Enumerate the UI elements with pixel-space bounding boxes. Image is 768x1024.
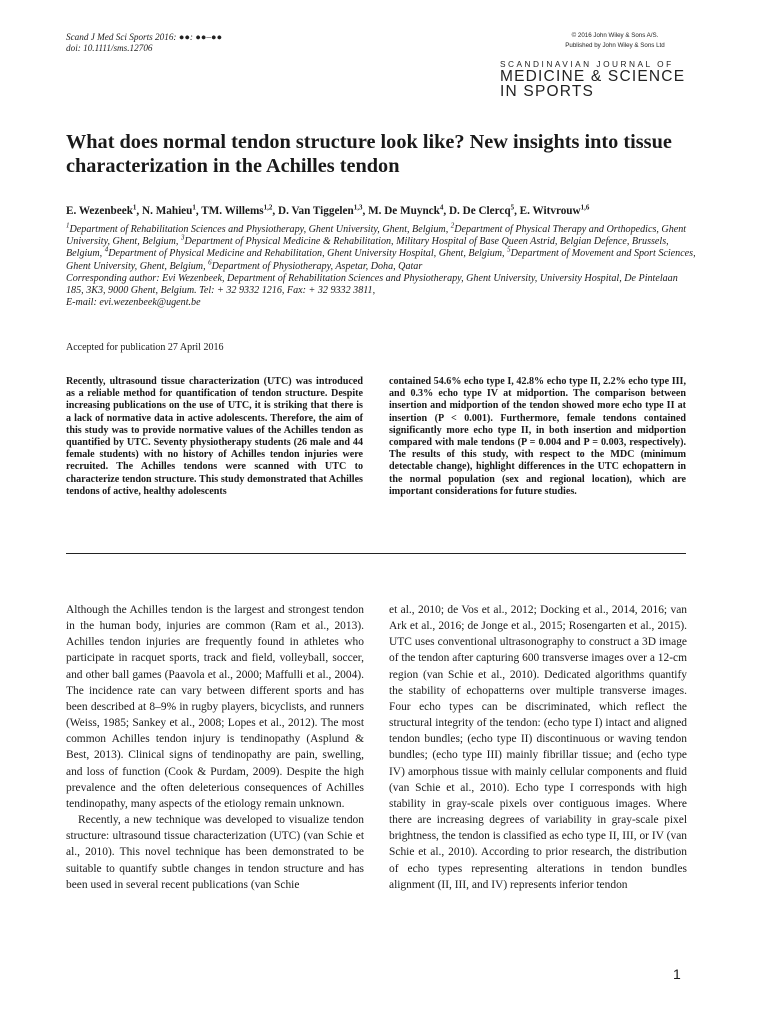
copyright-line: © 2016 John Wiley & Sons A/S. xyxy=(571,32,659,39)
abstract-left-column: Recently, ultrasound tissue characterization (UTC) was introduced as a reliable method for quantification of tendon structure. Despite increasing publications on the use of UTC, it is striking that there is a lack of normative data in active adolescents. Therefore, the aim of this study was to provide normative values of the Achilles tendon as quantified by UTC. Seventy physiotherapy students (26 male and 44 female students) with no history of Achilles tendon injuries were recruited. The Achilles tendons were scanned with UTC to characterize tendon structure. This study demonstrated that Achilles tendons of active, healthy adolescents xyxy=(66,376,363,497)
affiliation-text: Department of Physical Medicine & Rehabilitation, Military Hospital of Base Queen Astrid, Belgian Defence, Brussels, Belgium, xyxy=(66,236,669,260)
affiliation-marker: 5 xyxy=(507,246,511,255)
author-name: N. Mahieu xyxy=(142,205,193,217)
affiliation-text: Department of Movement and Sport Sciences, Ghent University, Ghent, Belgium, xyxy=(66,248,696,272)
body-paragraph: Although the Achilles tendon is the largest and strongest tendon in the human body, injuries are common (Ram et al., 2013). Achilles tendon injuries are frequently found in athletes who participate in racquet sports, track and field, volleyball, soccer, and other ball games (Paavola et al., 2000; Maffulli et al., 2004). The incidence rate can vary between different sports and has been described at 8–9% in rugby players, bicyclists, and runners (Weiss, 1985; Sankey et al., 2008; Lopes et al., 2012). The most common Achilles tendon injury is tendinopathy (Asplund & Best, 2013). Clinical signs of tendinopathy are pain, swelling, and loss of function (Cook & Purdam, 2009). Despite the high prevalence and the often deleterious consequences of Achilles tendinopathy, many aspects of the etiology remain unknown. xyxy=(66,604,364,810)
body-right-column xyxy=(389,602,687,893)
author-affiliation-marker: 1,2 xyxy=(263,203,273,212)
journal-name-line2: MEDICINE & SCIENCE xyxy=(500,68,686,85)
author-name: D. Van Tiggelen xyxy=(277,205,354,217)
affiliation-marker: 6 xyxy=(208,258,212,267)
author-affiliation-marker: 1,6 xyxy=(580,203,590,212)
journal-logo xyxy=(500,59,690,99)
journal-name-line1: SCANDINAVIAN JOURNAL OF xyxy=(500,59,674,69)
author-affiliation-marker: 4 xyxy=(439,203,444,212)
author-name: E. Witvrouw xyxy=(519,205,581,217)
author-affiliation-marker: 5 xyxy=(510,203,515,212)
affiliation-marker: 3 xyxy=(180,233,185,242)
author-name: D. De Clercq xyxy=(448,205,511,217)
publisher-info xyxy=(540,31,690,51)
author-name: E. Wezenbeek xyxy=(66,205,133,217)
affiliations xyxy=(66,221,696,309)
author-affiliation-marker: 1 xyxy=(132,203,137,212)
affiliation-text: Department of Rehabilitation Sciences and Physiotherapy, Ghent University, Ghent, Belgium, xyxy=(69,224,451,235)
page-number: 1 xyxy=(673,966,681,982)
body-paragraph: et al., 2010; de Vos et al., 2012; Docking et al., 2014, 2016; van Ark et al., 2016; de Jonge et al., 2015; Rosengarten et al., 2015). UTC uses conventional ultrasonography to construct a 3D image of the tendon after capturing 600 transverse images over a 12-cm region (van Schie et al., 2010). Dedicated algorithms quantify the stability of echopatterns over multiple transverse images. Four echo types can be discriminated, which reflect the structural integrity of the tendon: (echo type I) intact and aligned tendon bundles; (echo type II) discontinuous or waving tendon bundles; (echo type III) mainly fibrillar tissue; and (echo type IV) amorphous tissue with mainly cellular components and fluid (van Schie et al., 2010). Echo type I corresponds with high stability in gray-scale pixels over contiguous images. Where there are increasing degrees of variability in gray-scale pixel brightness, the tendon is classified as echo type II, III, or IV (van Schie et al., 2010). According to prior research, the distribution of echo types representing alterations in tendon bundles alignment (II, III, and IV) represents inferior tendon xyxy=(389,604,687,891)
affiliation-marker: 1 xyxy=(66,221,70,230)
author-affiliation-marker: 1,3 xyxy=(353,203,363,212)
accepted-date: Accepted for publication 27 April 2016 xyxy=(66,342,224,353)
affiliation-text: Department of Physical Medicine and Rehabilitation, Ghent University Hospital, Ghent, Belgium, xyxy=(108,248,508,260)
citation-line: Scand J Med Sci Sports 2016: ●●: ●●–●● xyxy=(66,32,223,42)
citation-header xyxy=(66,32,222,54)
affiliation-marker: 4 xyxy=(104,246,109,255)
doi-line: doi: 10.1111/sms.12706 xyxy=(66,43,153,53)
affiliation-text: Department of Physical Therapy and Orthopedics, Ghent University, Ghent, Belgium, xyxy=(66,224,687,248)
author-list: E. Wezenbeek$^1$, N. Mahieu$^1$, TM. Willems$^{1,2}$, D. Van Tiggelen$^{1,3}$, M. De Muynck$^4$, D. De Clercq$^5$, E. Witvrouw$^{1,6}$ xyxy=(66,203,590,217)
author-name: M. De Muynck xyxy=(368,205,440,217)
affiliation-marker: 2 xyxy=(450,221,455,230)
section-divider xyxy=(66,553,686,554)
abstract-right-column: contained 54.6% echo type I, 42.8% echo type II, 2.2% echo type III, and 0.3% echo type IV at midportion. The comparison between insertion and midportion of the tendon showed more echo type II at insertion (P < 0.001). Furthermore, female tendons contained significantly more echo type II, in both insertion and midportion compared with male tendons (P = 0.004 and P = 0.003, respectively). The results of this study, with respect to the MDC (minimum detectable change), highlight differences in the UTC echopattern in the normal population (sex and regional location), which are important considerations for future studies. xyxy=(389,376,686,497)
body-left-column xyxy=(66,602,364,893)
corresponding-author: Corresponding author: Evi Wezenbeek, Department of Rehabilitation Sciences and Physiotherapy, Ghent University, University Hospital, De Pintelaan 185, 3K3, 9000 Ghent, Belgium. Tel: + 32 9332 1216, Fax: + 32 9332 3811, xyxy=(66,272,678,297)
article-title: What does normal tendon structure look like? New insights into tissue characterization in the Achilles tendon xyxy=(66,131,672,177)
affiliation-text: Department of Physiotherapy, Aspetar, Doha, Qatar xyxy=(211,260,423,272)
body-paragraph: Recently, a new technique was developed to visualize tendon structure: ultrasound tissue characterization (UTC) (van Schie et al., 2010). This novel technique has been demonstrated to be suitable to quantify subtle changes in tendon structure and has been used in several recent publications (van Schie xyxy=(66,814,364,891)
journal-name-line3: IN SPORTS xyxy=(500,83,595,100)
author-name: TM. Willems xyxy=(201,205,264,217)
author-email: E-mail: evi.wezenbeek@ugent.be xyxy=(66,297,201,309)
publisher-line: Published by John Wiley & Sons Ltd xyxy=(565,42,665,49)
author-affiliation-marker: 1 xyxy=(192,203,196,212)
